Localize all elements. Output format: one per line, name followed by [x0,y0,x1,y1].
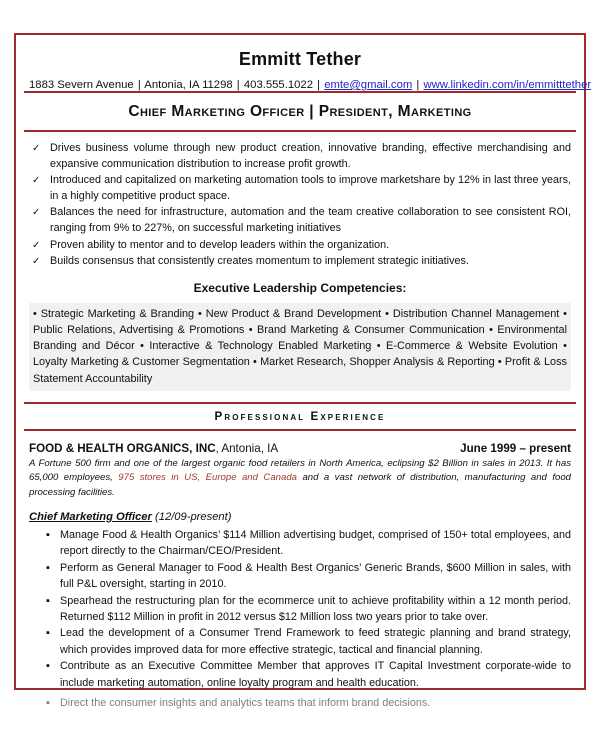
duty-item [29,527,571,560]
duty-text: Contribute as an Executive Committee Member that approves IT Capital Investment corporate-wide to include marketing automation, online loyalty program and health education. [60,660,571,689]
duty-text: Spearhead the restructuring plan for the ecommerce unit to achieve profitability within a 12 month period. Returned $112 Million in profit in 2012 versus $12 Million loss two years prior to take over. [60,594,571,624]
contact-separator-3: | [317,79,321,91]
headline-title: Chief Marketing Officer | President, Marketing [128,103,472,120]
company-description-part2: and a vast network of distribution, manufacturing and food processing facilities. [29,472,571,498]
bullet-icon: ▪ [46,561,50,574]
duty-item-clipped [29,695,571,711]
summary-bullet [29,141,571,172]
divider-below-experience [24,429,576,431]
duty-text: Lead the development of a Consumer Trend Framework to feed strategic planning and brand strategy, which provides improved data for more effective strategic, tactical and financial planning. [60,627,571,656]
role-line [29,511,571,523]
divider-below-headline [24,130,576,132]
company-name: FOOD & HEALTH ORGANICS, INC [29,441,216,455]
duty-item [29,658,571,691]
check-icon: ✓ [32,143,41,154]
bullet-icon: ▪ [46,528,50,541]
section-title-experience: Professional Experience [214,409,386,423]
duty-text: Perform as General Manager to Food & Health Best Organics’ Generic Brands, $600 Million in sales, with full P&L oversight, starting in 2010. [60,561,571,591]
summary-bullet-text: Builds consensus that consistently creates momentum to implement strategic initiatives. [50,255,469,268]
company-line [29,442,278,455]
duties-list-clipped [29,695,571,710]
duty-text: Manage Food & Health Organics’ $114 Million advertising budget, comprised of 150+ total employees, and report directly to the Chairman/CEO/President. [60,528,571,558]
resume-page [14,33,592,710]
company-description-part1: A Fortune 500 firm and one of the largest organic food retailers in North America, eclipsing $2 Billion in sales in 2013. It has 65,000 employees, [29,457,571,484]
contact-separator-2: | [236,79,240,91]
summary-bullet-text: Drives business volume through new product creation, innovative branding, effective merchandising and expansive communication distribution to increase profit growth. [50,142,571,170]
duty-item [29,625,571,658]
contact-separator-4: | [416,79,420,91]
duty-item [29,560,571,593]
role-title: Chief Marketing Officer [29,510,152,523]
summary-bullet-text: Balances the need for infrastructure, automation and the team creative collaboration to see consistent ROI, ranging from 9% to 227%, on successful marketing initiatives [50,206,571,234]
bullet-icon: ▪ [46,627,50,640]
check-icon: ✓ [32,207,41,219]
bullet-icon: ▪ [46,594,50,607]
check-icon: ✓ [32,175,41,187]
linkedin-link[interactable]: www.linkedin.com/in/emmitttether [423,79,592,91]
summary-bullet [29,238,571,254]
bullet-icon: ▪ [46,660,50,673]
contact-city-state-zip: Antonia, IA 11298 [144,79,233,91]
contact-separator-1: | [137,79,141,91]
contact-phone: 403.555.1022 [243,79,313,91]
competencies-heading: Executive Leadership Competencies: [193,280,407,295]
check-icon: ✓ [32,239,41,251]
company-description [29,457,571,500]
company-description-highlight: 975 stores in US, Europe and Canada [118,472,298,484]
contact-line [29,79,592,91]
summary-bullet [29,173,571,204]
duty-text: Direct the consumer insights and analytics teams that inform brand decisions. [60,697,431,710]
summary-bullet [29,254,571,270]
duties-list [29,527,571,691]
job-header [29,442,571,455]
role-period: (12/09-present) [151,510,232,523]
summary-bullet [29,205,571,236]
duty-item [29,593,571,626]
summary-bullet-list [29,141,571,270]
company-location: , Antonia, IA [215,441,279,455]
summary-bullet-text: Introduced and capitalized on marketing automation tools to improve marketshare by 12% in last three years, in a highly competitive product space. [50,174,571,202]
professional-experience-band [16,402,584,431]
summary-bullet-text: Proven ability to mentor and to develop leaders within the organization. [50,238,390,251]
candidate-name: Emmitt Tether [238,49,362,69]
contact-address: 1883 Severn Avenue [29,79,134,91]
employment-dates: June 1999 – present [460,441,571,455]
bullet-icon: ▪ [46,697,50,710]
resume-body [16,49,592,91]
email-link[interactable]: emte@gmail.com [324,79,413,91]
check-icon: ✓ [32,256,41,268]
competencies-list: • Strategic Marketing & Branding • New Product & Brand Development • Distribution Channel Management • Public Relations, Advertising & Promotions • Brand Marketing & Consumer Communication • Environmental Branding and Décor • Interactive & Technology Enabled Marketing • E-Commerce & Website Evolution • Loyalty Marketing & Customer Segmentation • Market Research, Shopper Analysis & Reporting • Profit & Loss Statement Accountability [29,303,571,391]
